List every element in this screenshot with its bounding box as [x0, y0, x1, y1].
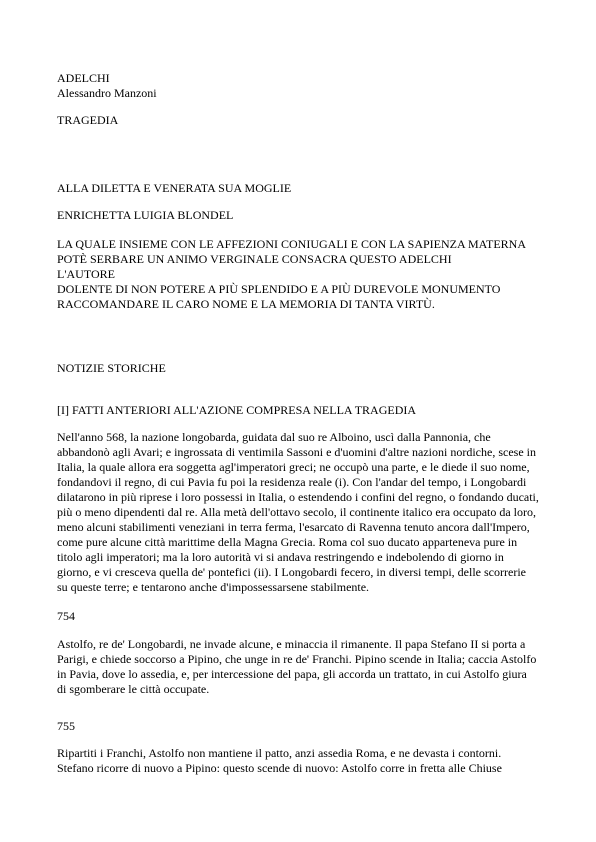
paragraph-line: dilatarono in più riprese i loro possessi in Italia, o estendendo i confini del regno, o fondando ducati, — [57, 490, 539, 504]
dedication-line: DOLENTE DI NON POTERE A PIÙ SPLENDIDO E A PIÙ DUREVOLE MONUMENTO — [57, 282, 501, 296]
paragraph-line: su queste terre; e tentarono anche d'impossessarsene stabilmente. — [57, 580, 370, 594]
year-heading: 755 — [57, 719, 75, 733]
dedication-heading: ALLA DILETTA E VENERATA SUA MOGLIE — [57, 181, 292, 195]
paragraph-line: giorno, e vi cresceva quella de' pontefici (ii). I Longobardi fecero, in diversi tempi, delle scorrerie — [57, 565, 526, 579]
genre-label: TRAGEDIA — [57, 113, 119, 127]
paragraph-line: Ripartiti i Franchi, Astolfo non mantiene il patto, anzi assedia Roma, e ne devasta i contorni. — [57, 746, 502, 760]
dedication-line: RACCOMANDARE IL CARO NOME E LA MEMORIA DI TANTA VIRTÙ. — [57, 297, 435, 311]
paragraph-2 — [57, 637, 536, 697]
year-755-block — [57, 719, 75, 734]
year-754-block — [57, 609, 75, 624]
dedication-line: L'AUTORE — [57, 267, 115, 281]
paragraph-line: Italia, la quale allora era soggetta agl'imperatori greci; ne occupò una parte, e le diede il suo nome, — [57, 460, 530, 474]
paragraph-line: fondandovi il regno, di cui Pavia fu poi la residenza reale (i). Con l'andar del tempo, i Longobardi — [57, 475, 527, 489]
paragraph-line: meno alcuni stabilimenti veneziani in terra ferma, l'esarcato di Ravenna tenuto ancora dall'Impero, — [57, 520, 530, 534]
title-block — [57, 71, 157, 101]
author-name: Alessandro Manzoni — [57, 86, 157, 100]
dedication-body — [57, 237, 526, 312]
dedication-line: LA QUALE INSIEME CON LE AFFEZIONI CONIUGALI E CON LA SAPIENZA MATERNA — [57, 237, 526, 251]
paragraph-line: di sgomberare le città occupate. — [57, 682, 210, 696]
paragraph-line: Parigi, e chiede soccorso a Pipino, che unge in re de' Franchi. Pipino scende in Italia; caccia Astolfo — [57, 652, 537, 666]
genre-label-block — [57, 113, 118, 128]
paragraph-line: come pure alcune città marittime della Magna Grecia. Roma col suo ducato apparteneva pure in — [57, 535, 518, 549]
paragraph-line: Astolfo, re de' Longobardi, ne invade alcune, e minaccia il rimanente. Il papa Stefano II si porta a — [57, 637, 526, 651]
section-title-block — [57, 403, 416, 418]
dedication-line: POTÈ SERBARE UN ANIMO VERGINALE CONSACRA QUESTO ADELCHI — [57, 252, 452, 266]
work-title: ADELCHI — [57, 71, 110, 85]
paragraph-line: più o meno dipendenti dal re. Alla metà dell'ottavo secolo, il continente italico era occupato da loro, — [57, 505, 537, 519]
year-heading: 754 — [57, 609, 75, 623]
paragraph-1 — [57, 430, 539, 595]
notes-heading: NOTIZIE STORICHE — [57, 361, 166, 375]
paragraph-line: titolo agli imperatori; ma la loro autorità vi si andava restringendo e indebolendo di giorno in — [57, 550, 504, 564]
dedicatee-name: ENRICHETTA LUIGIA BLONDEL — [57, 208, 234, 222]
paragraph-line: Stefano ricorre di nuovo a Pipino: questo scende di nuovo: Astolfo corre in fretta alle Chiuse — [57, 761, 502, 775]
notes-heading-block — [57, 361, 166, 376]
paragraph-line: Nell'anno 568, la nazione longobarda, guidata dal suo re Alboino, uscì dalla Pannonia, che — [57, 430, 491, 444]
dedication-heading-block — [57, 181, 291, 196]
paragraph-3 — [57, 746, 502, 776]
section-title: [I] FATTI ANTERIORI ALL'AZIONE COMPRESA NELLA TRAGEDIA — [57, 403, 417, 417]
paragraph-line: abbandonò agli Avari; e ingrossata di ventimila Sassoni e d'uomini d'altre nazioni nordiche, scese in — [57, 445, 536, 459]
dedicatee-block — [57, 208, 233, 223]
paragraph-line: in Pavia, dove lo assedia, e, per intercessione del papa, gli accorda un trattato, in cui Astolfo giura — [57, 667, 527, 681]
